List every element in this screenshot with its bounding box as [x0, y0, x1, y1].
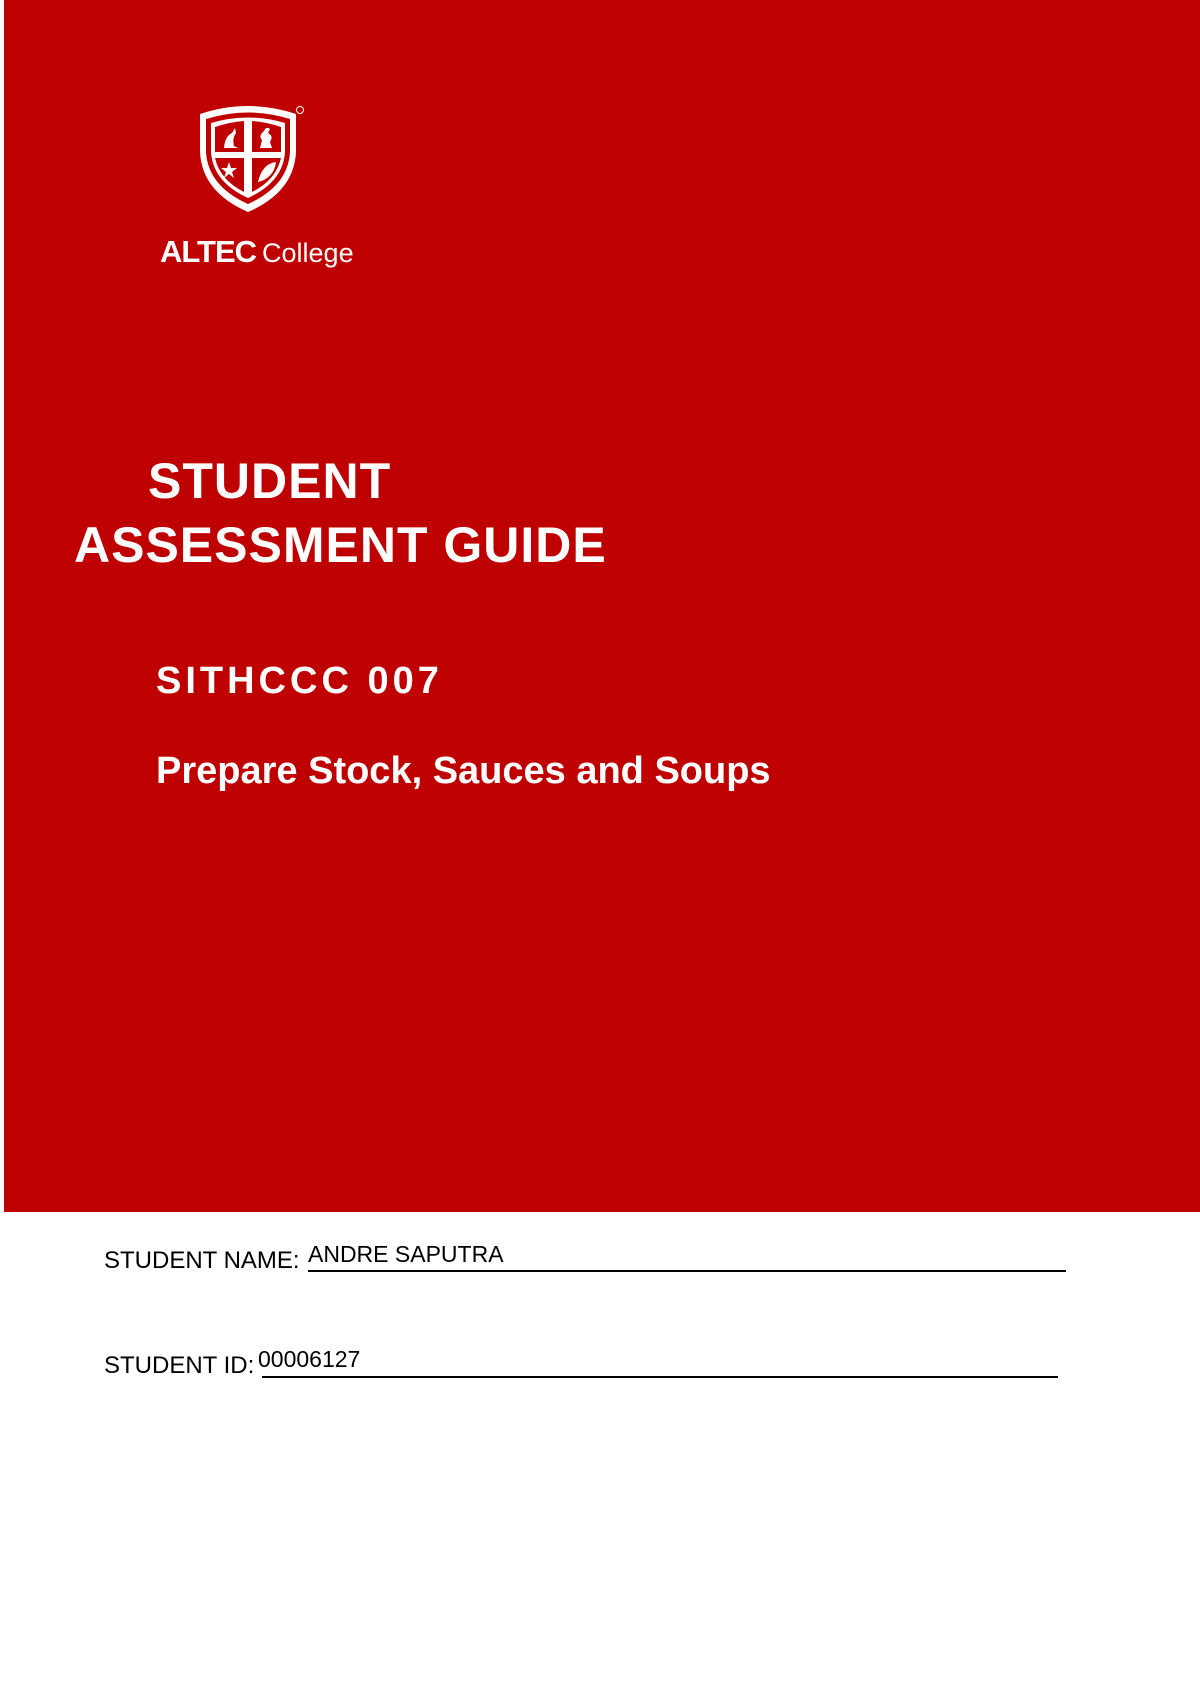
unit-title: Prepare Stock, Sauces and Soups [156, 750, 771, 792]
college-logo [154, 100, 354, 280]
student-name-underline [308, 1270, 1066, 1272]
student-name-value[interactable]: ANDRE SAPUTRA [308, 1241, 504, 1267]
brand-regular: College [262, 238, 354, 268]
unit-code: SITHCCC 007 [156, 660, 443, 702]
shield-crest-icon [192, 100, 304, 215]
title-line-1: STUDENT [148, 453, 392, 509]
college-wordmark [160, 234, 354, 270]
brand-bold: ALTEC [160, 234, 257, 269]
cover-panel [4, 0, 1200, 1212]
student-id-value[interactable]: 00006127 [258, 1346, 361, 1372]
student-id-underline [262, 1376, 1058, 1378]
title-line-2: ASSESSMENT GUIDE [74, 517, 607, 573]
student-name-label: STUDENT NAME: [104, 1247, 300, 1274]
student-id-label: STUDENT ID: [104, 1352, 255, 1379]
